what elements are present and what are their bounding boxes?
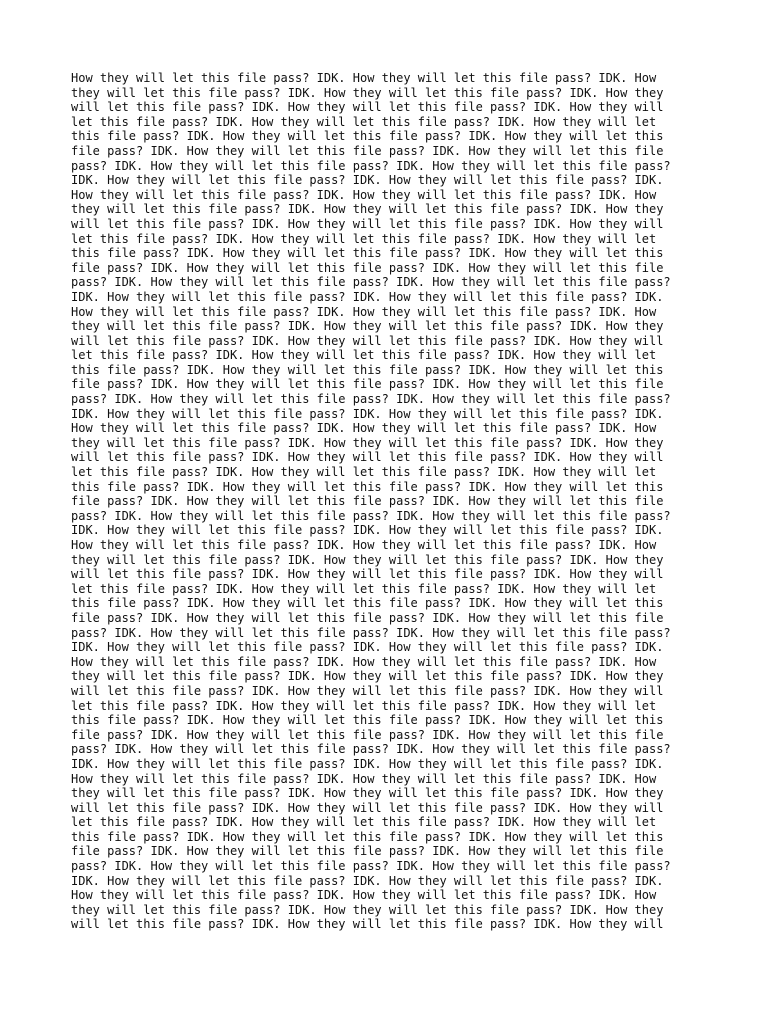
text-line: let this file pass? IDK. How they will let this file pass? IDK. How they will let (71, 231, 657, 246)
text-line: this file pass? IDK. How they will let this file pass? IDK. How they will let this (71, 246, 664, 261)
text-line: pass? IDK. How they will let this file pass? IDK. How they will let this file pass? (71, 625, 671, 640)
text-line: file pass? IDK. How they will let this file pass? IDK. How they will let this file (71, 377, 664, 392)
text-line: this file pass? IDK. How they will let this file pass? IDK. How they will let this (71, 829, 664, 844)
text-line: will let this file pass? IDK. How they will let this file pass? IDK. How they will (71, 567, 664, 582)
text-line: this file pass? IDK. How they will let this file pass? IDK. How they will let this (71, 596, 664, 611)
text-line: IDK. How they will let this file pass? IDK. How they will let this file pass? IDK. (71, 640, 664, 655)
text-line: they will let this file pass? IDK. How they will let this file pass? IDK. How they (71, 319, 664, 334)
text-line: pass? IDK. How they will let this file pass? IDK. How they will let this file pass? (71, 392, 671, 407)
text-line: IDK. How they will let this file pass? IDK. How they will let this file pass? IDK. (71, 873, 664, 888)
text-line: pass? IDK. How they will let this file pass? IDK. How they will let this file pass? (71, 158, 671, 173)
text-line: this file pass? IDK. How they will let this file pass? IDK. How they will let this (71, 713, 664, 728)
text-line: they will let this file pass? IDK. How they will let this file pass? IDK. How they (71, 85, 664, 100)
text-line: will let this file pass? IDK. How they will let this file pass? IDK. How they will (71, 917, 664, 932)
text-line: will let this file pass? IDK. How they will let this file pass? IDK. How they will (71, 333, 664, 348)
text-line: pass? IDK. How they will let this file pass? IDK. How they will let this file pass? (71, 859, 671, 874)
text-line: IDK. How they will let this file pass? IDK. How they will let this file pass? IDK. (71, 523, 664, 538)
text-line: they will let this file pass? IDK. How they will let this file pass? IDK. How they (71, 786, 664, 801)
text-line: IDK. How they will let this file pass? IDK. How they will let this file pass? IDK. (71, 756, 664, 771)
text-line: this file pass? IDK. How they will let this file pass? IDK. How they will let this (71, 362, 664, 377)
text-line: file pass? IDK. How they will let this file pass? IDK. How they will let this file (71, 727, 664, 742)
text-line: let this file pass? IDK. How they will let this file pass? IDK. How they will let (71, 114, 657, 129)
text-line: let this file pass? IDK. How they will let this file pass? IDK. How they will let (71, 815, 657, 830)
text-line: file pass? IDK. How they will let this file pass? IDK. How they will let this file (71, 494, 664, 509)
text-line: will let this file pass? IDK. How they will let this file pass? IDK. How they will (71, 683, 664, 698)
text-line: IDK. How they will let this file pass? IDK. How they will let this file pass? IDK. (71, 406, 664, 421)
text-line: How they will let this file pass? IDK. How they will let this file pass? IDK. How (71, 538, 657, 552)
text-line: pass? IDK. How they will let this file pass? IDK. How they will let this file pass? (71, 275, 671, 290)
text-line: How they will let this file pass? IDK. How they will let this file pass? IDK. How (71, 71, 657, 85)
text-line: How they will let this file pass? IDK. How they will let this file pass? IDK. How (71, 654, 657, 669)
text-line: will let this file pass? IDK. How they will let this file pass? IDK. How they will (71, 100, 664, 115)
text-line: file pass? IDK. How they will let this file pass? IDK. How they will let this file (71, 610, 664, 625)
text-line: IDK. How they will let this file pass? IDK. How they will let this file pass? IDK. (71, 289, 664, 304)
text-line: they will let this file pass? IDK. How they will let this file pass? IDK. How they (71, 202, 664, 217)
text-line: will let this file pass? IDK. How they will let this file pass? IDK. How they will (71, 800, 664, 815)
text-line: they will let this file pass? IDK. How they will let this file pass? IDK. How they (71, 435, 664, 450)
text-line: How they will let this file pass? IDK. How they will let this file pass? IDK. How (71, 304, 657, 319)
body-text (71, 71, 671, 932)
text-line: let this file pass? IDK. How they will let this file pass? IDK. How they will let (71, 348, 657, 363)
text-line: How they will let this file pass? IDK. How they will let this file pass? IDK. How (71, 187, 657, 202)
text-line: How they will let this file pass? IDK. How they will let this file pass? IDK. How (71, 421, 657, 436)
text-line: will let this file pass? IDK. How they will let this file pass? IDK. How they will (71, 450, 664, 465)
text-line: will let this file pass? IDK. How they will let this file pass? IDK. How they will (71, 216, 664, 231)
text-line: this file pass? IDK. How they will let this file pass? IDK. How they will let this (71, 479, 664, 494)
text-line: they will let this file pass? IDK. How they will let this file pass? IDK. How they (71, 669, 664, 684)
text-line: file pass? IDK. How they will let this file pass? IDK. How they will let this file (71, 260, 664, 275)
text-line: this file pass? IDK. How they will let this file pass? IDK. How they will let this (71, 129, 664, 144)
text-line: let this file pass? IDK. How they will let this file pass? IDK. How they will let (71, 581, 657, 596)
text-line: IDK. How they will let this file pass? IDK. How they will let this file pass? IDK. (71, 173, 664, 188)
text-line: pass? IDK. How they will let this file pass? IDK. How they will let this file pass? (71, 508, 671, 523)
text-line: let this file pass? IDK. How they will let this file pass? IDK. How they will let (71, 698, 657, 713)
text-line: let this file pass? IDK. How they will let this file pass? IDK. How they will let (71, 465, 657, 480)
text-line: How they will let this file pass? IDK. How they will let this file pass? IDK. How (71, 771, 657, 786)
text-line: file pass? IDK. How they will let this file pass? IDK. How they will let this file (71, 844, 664, 859)
text-line: file pass? IDK. How they will let this file pass? IDK. How they will let this file (71, 143, 664, 158)
text-line: How they will let this file pass? IDK. How they will let this file pass? IDK. How (71, 888, 657, 903)
text-line: they will let this file pass? IDK. How they will let this file pass? IDK. How they (71, 902, 664, 917)
text-line: pass? IDK. How they will let this file pass? IDK. How they will let this file pass? (71, 742, 671, 757)
text-line: they will let this file pass? IDK. How they will let this file pass? IDK. How they (71, 552, 664, 567)
